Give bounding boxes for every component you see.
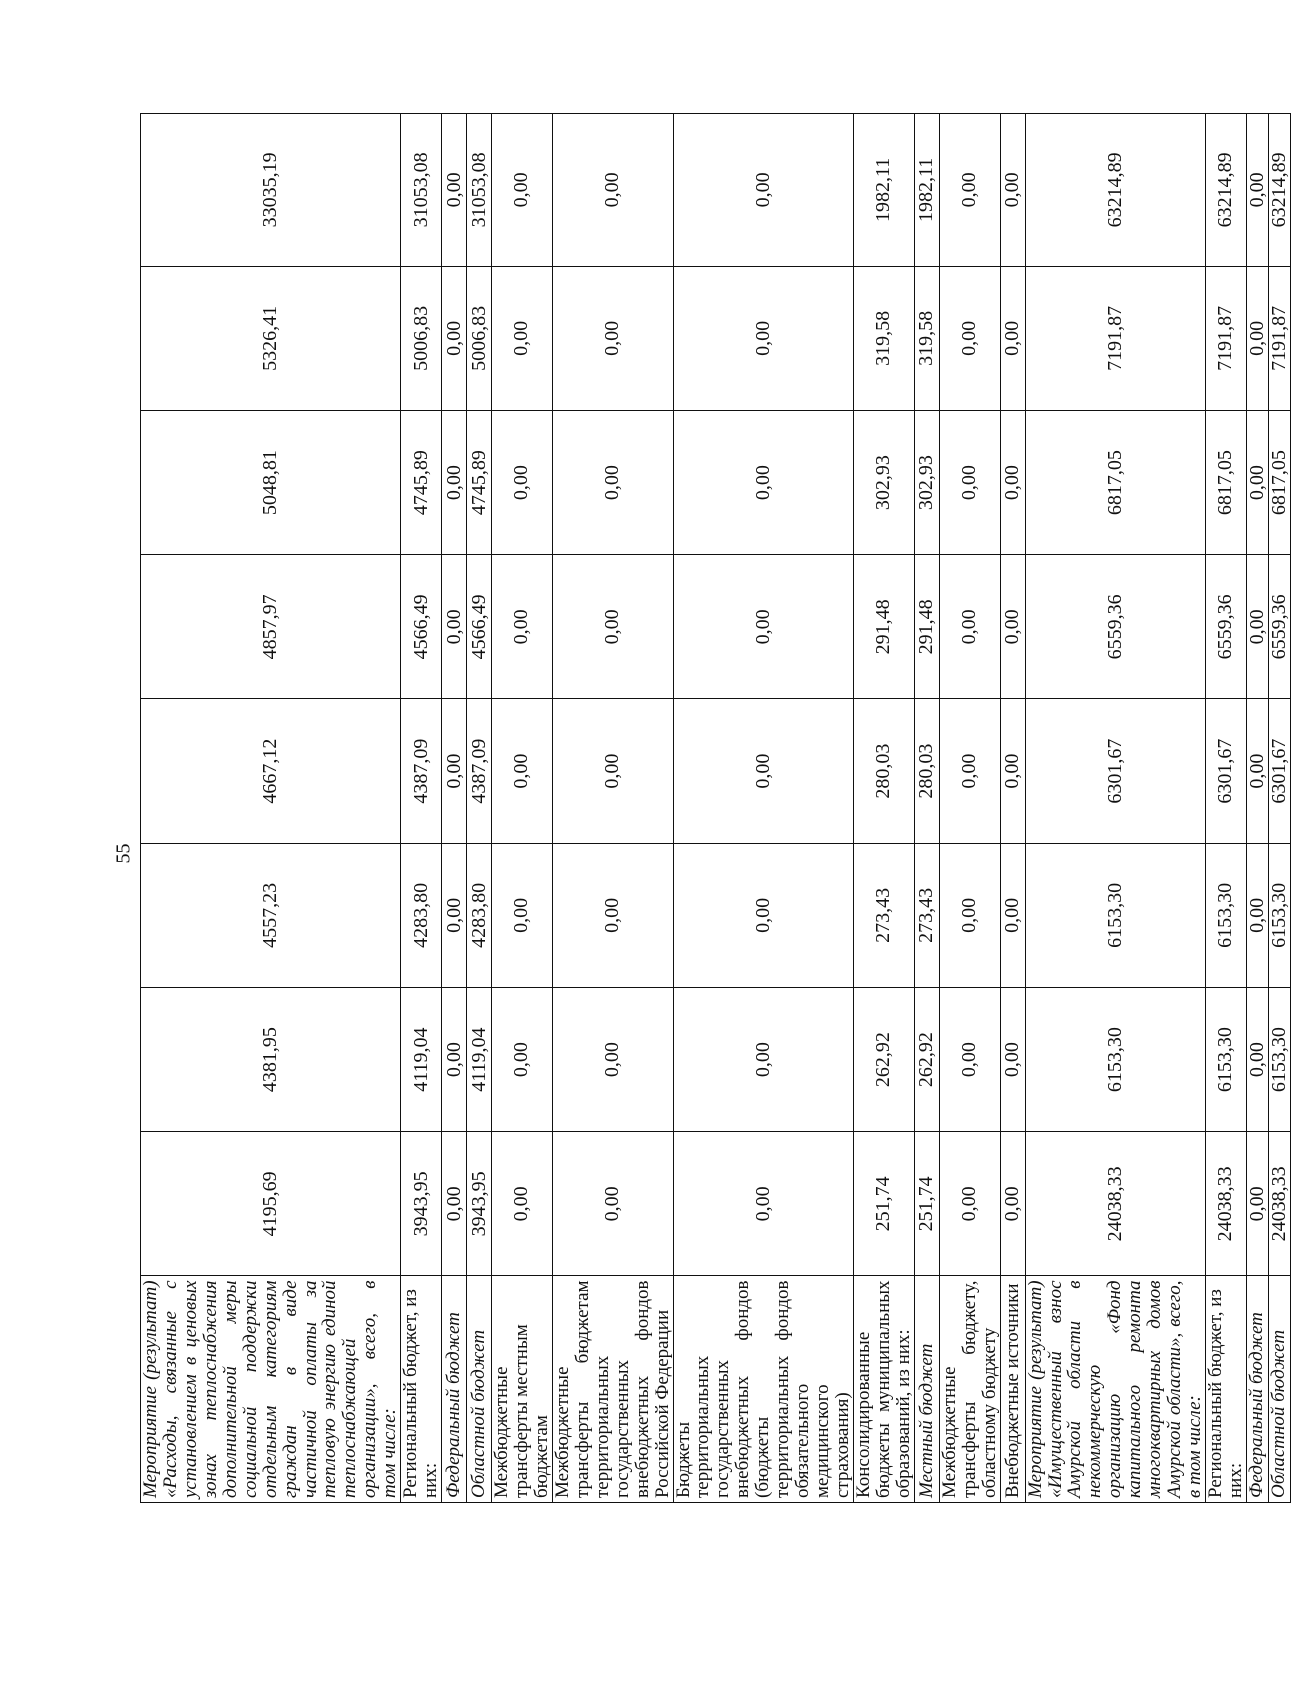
cell-value: 6153,30	[1206, 987, 1247, 1131]
cell-value: 0,00	[552, 410, 673, 554]
cell-value: 1982,11	[914, 114, 939, 267]
cell-value: 302,93	[853, 410, 914, 554]
cell-value: 3943,95	[401, 1132, 442, 1276]
cell-value: 0,00	[1246, 114, 1268, 267]
cell-value: 24038,33	[1025, 1132, 1205, 1276]
cell-value: 0,00	[673, 555, 853, 699]
cell-value: 0,00	[552, 1132, 673, 1276]
table-row	[914, 114, 939, 1503]
cell-value: 0,00	[1000, 410, 1025, 554]
cell-value: 0,00	[492, 843, 553, 987]
cell-value: 0,00	[492, 987, 553, 1131]
cell-value: 4381,95	[141, 987, 401, 1131]
table-row	[141, 114, 401, 1503]
cell-value: 291,48	[853, 555, 914, 699]
cell-value: 4667,12	[141, 699, 401, 843]
cell-value: 251,74	[914, 1132, 939, 1276]
cell-value: 31053,08	[467, 114, 492, 267]
cell-value: 273,43	[853, 843, 914, 987]
table-row	[442, 114, 467, 1503]
cell-value: 0,00	[673, 410, 853, 554]
cell-value: 262,92	[914, 987, 939, 1131]
cell-value: 4387,09	[401, 699, 442, 843]
table-row	[939, 114, 1000, 1503]
cell-value: 24038,33	[1206, 1132, 1247, 1276]
cell-value: 7191,87	[1268, 266, 1290, 410]
table-row	[552, 114, 673, 1503]
row-label: Бюджеты территориальных государственных внебюджетных фондов (бюджеты территориальных фондов обязательного медицинского страхования)	[673, 1276, 853, 1503]
row-label: Мероприятие (результат) «Расходы, связанные с установлением в ценовых зонах теплоснабжения дополнительной меры социальной поддержки отдельным категориям граждан в виде частичной оплаты за тепловую энергию единой теплоснабжающей организации», всего, в том числе:	[141, 1276, 401, 1503]
cell-value: 33035,19	[141, 114, 401, 267]
cell-value: 0,00	[939, 1132, 1000, 1276]
cell-value: 1982,11	[853, 114, 914, 267]
cell-value: 4745,89	[467, 410, 492, 554]
cell-value: 0,00	[552, 114, 673, 267]
cell-value: 24038,33	[1268, 1132, 1290, 1276]
cell-value: 4195,69	[141, 1132, 401, 1276]
table-row	[673, 114, 853, 1503]
cell-value: 0,00	[492, 410, 553, 554]
cell-value: 6817,05	[1268, 410, 1290, 554]
table-row	[492, 114, 553, 1503]
cell-value: 4283,80	[401, 843, 442, 987]
cell-value: 0,00	[939, 987, 1000, 1131]
table-row	[1246, 114, 1268, 1503]
cell-value: 4566,49	[467, 555, 492, 699]
row-label: Региональный бюджет, из них:	[401, 1276, 442, 1503]
cell-value: 6301,67	[1268, 699, 1290, 843]
table-row	[1206, 114, 1247, 1503]
page-number: 55	[112, 843, 135, 864]
cell-value: 0,00	[442, 410, 467, 554]
cell-value: 6153,30	[1025, 987, 1205, 1131]
cell-value: 0,00	[1000, 1132, 1025, 1276]
cell-value: 0,00	[442, 555, 467, 699]
cell-value: 4857,97	[141, 555, 401, 699]
cell-value: 0,00	[1246, 410, 1268, 554]
cell-value: 0,00	[1000, 843, 1025, 987]
table-row	[1268, 114, 1290, 1503]
cell-value: 319,58	[914, 266, 939, 410]
cell-value: 0,00	[1246, 987, 1268, 1131]
rotated-table-container	[140, 113, 1290, 1503]
cell-value: 0,00	[939, 410, 1000, 554]
cell-value: 0,00	[442, 114, 467, 267]
cell-value: 0,00	[1246, 555, 1268, 699]
cell-value: 63214,89	[1206, 114, 1247, 267]
cell-value: 0,00	[442, 699, 467, 843]
cell-value: 251,74	[853, 1132, 914, 1276]
row-label: Консолидированные бюджеты муниципальных образований, из них:	[853, 1276, 914, 1503]
cell-value: 6301,67	[1206, 699, 1247, 843]
cell-value: 0,00	[673, 699, 853, 843]
cell-value: 0,00	[1000, 114, 1025, 267]
row-label: Внебюджетные источники	[1000, 1276, 1025, 1503]
cell-value: 6559,36	[1206, 555, 1247, 699]
cell-value: 0,00	[552, 555, 673, 699]
row-label: Региональный бюджет, из них:	[1206, 1276, 1247, 1503]
cell-value: 291,48	[914, 555, 939, 699]
cell-value: 6559,36	[1025, 555, 1205, 699]
table-row	[853, 114, 914, 1503]
cell-value: 0,00	[939, 699, 1000, 843]
cell-value: 63214,89	[1025, 114, 1205, 267]
cell-value: 0,00	[1246, 843, 1268, 987]
cell-value: 302,93	[914, 410, 939, 554]
row-label: Межбюджетные трансферты местным бюджетам	[492, 1276, 553, 1503]
cell-value: 5326,41	[141, 266, 401, 410]
cell-value: 6153,30	[1206, 843, 1247, 987]
cell-value: 3943,95	[467, 1132, 492, 1276]
cell-value: 319,58	[853, 266, 914, 410]
table-row	[467, 114, 492, 1503]
table-row	[1025, 114, 1205, 1503]
cell-value: 0,00	[673, 987, 853, 1131]
cell-value: 31053,08	[401, 114, 442, 267]
cell-value: 0,00	[673, 266, 853, 410]
cell-value: 262,92	[853, 987, 914, 1131]
cell-value: 0,00	[442, 987, 467, 1131]
row-label: Местный бюджет	[914, 1276, 939, 1503]
cell-value: 0,00	[492, 114, 553, 267]
cell-value: 63214,89	[1268, 114, 1290, 267]
cell-value: 0,00	[492, 699, 553, 843]
cell-value: 6301,67	[1025, 699, 1205, 843]
cell-value: 0,00	[939, 843, 1000, 987]
cell-value: 7191,87	[1025, 266, 1205, 410]
cell-value: 6817,05	[1206, 410, 1247, 554]
cell-value: 0,00	[1000, 266, 1025, 410]
cell-value: 0,00	[492, 555, 553, 699]
table-row	[401, 114, 442, 1503]
cell-value: 6153,30	[1025, 843, 1205, 987]
row-label: Межбюджетные трансферты бюджету, областному бюджету	[939, 1276, 1000, 1503]
cell-value: 0,00	[673, 1132, 853, 1276]
cell-value: 0,00	[552, 699, 673, 843]
cell-value: 0,00	[1000, 987, 1025, 1131]
row-label: Областной бюджет	[467, 1276, 492, 1503]
cell-value: 0,00	[1246, 699, 1268, 843]
row-label: Федеральный бюджет	[1246, 1276, 1268, 1503]
cell-value: 7191,87	[1206, 266, 1247, 410]
row-label: Межбюджетные трансферты бюджетам территориальных государственных внебюджетных фондов Российской Федерации	[552, 1276, 673, 1503]
cell-value: 0,00	[1000, 699, 1025, 843]
cell-value: 0,00	[673, 114, 853, 267]
row-label: Федеральный бюджет	[442, 1276, 467, 1503]
cell-value: 0,00	[673, 843, 853, 987]
cell-value: 4119,04	[467, 987, 492, 1131]
cell-value: 4557,23	[141, 843, 401, 987]
cell-value: 273,43	[914, 843, 939, 987]
cell-value: 280,03	[914, 699, 939, 843]
cell-value: 0,00	[442, 843, 467, 987]
cell-value: 0,00	[552, 843, 673, 987]
row-label: Мероприятие (результат) «Имущественный взнос Амурской области в некоммерческую организацию «Фонд капитального ремонта многоквартирных домов Амурской области», всего, в том числе:	[1025, 1276, 1205, 1503]
budget-table	[140, 113, 1291, 1503]
cell-value: 6817,05	[1025, 410, 1205, 554]
cell-value: 5006,83	[467, 266, 492, 410]
cell-value: 0,00	[1246, 266, 1268, 410]
cell-value: 0,00	[939, 555, 1000, 699]
cell-value: 0,00	[552, 987, 673, 1131]
cell-value: 0,00	[492, 266, 553, 410]
cell-value: 5048,81	[141, 410, 401, 554]
cell-value: 0,00	[1246, 1132, 1268, 1276]
cell-value: 6153,30	[1268, 987, 1290, 1131]
cell-value: 0,00	[442, 1132, 467, 1276]
cell-value: 280,03	[853, 699, 914, 843]
cell-value: 4387,09	[467, 699, 492, 843]
cell-value: 5006,83	[401, 266, 442, 410]
cell-value: 4566,49	[401, 555, 442, 699]
cell-value: 0,00	[939, 114, 1000, 267]
cell-value: 4745,89	[401, 410, 442, 554]
cell-value: 0,00	[939, 266, 1000, 410]
cell-value: 6153,30	[1268, 843, 1290, 987]
cell-value: 0,00	[552, 266, 673, 410]
cell-value: 0,00	[1000, 555, 1025, 699]
cell-value: 0,00	[492, 1132, 553, 1276]
cell-value: 4283,80	[467, 843, 492, 987]
cell-value: 6559,36	[1268, 555, 1290, 699]
table-row	[1000, 114, 1025, 1503]
cell-value: 4119,04	[401, 987, 442, 1131]
cell-value: 0,00	[442, 266, 467, 410]
row-label: Областной бюджет	[1268, 1276, 1290, 1503]
